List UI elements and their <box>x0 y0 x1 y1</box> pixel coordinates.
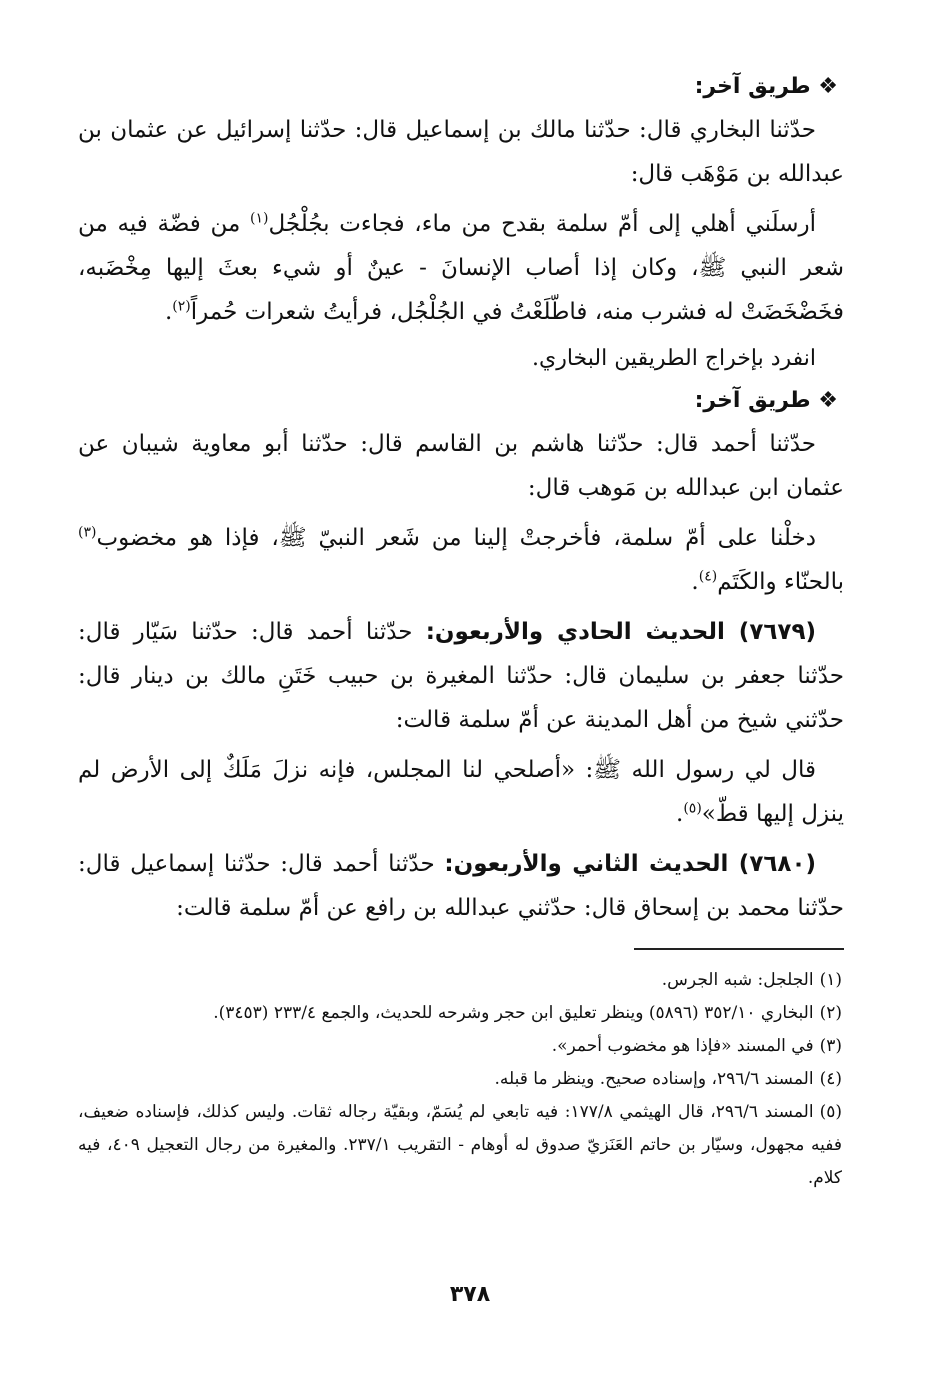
isnad-paragraph-2: حدّثنا أحمد قال: حدّثنا هاشم بن القاسم قال: حدّثنا أبو معاوية شيبان عن عثمان ابن عبدالله بن مَوهب قال: <box>78 431 844 501</box>
footnote-text: في المسند «فإذا هو مخضوب أحمر». <box>551 1036 814 1056</box>
footnote-text: البخاري ٣٥٢/١٠ (٥٨٩٦) وينظر تعليق ابن حجر وشرحه للحديث، والجمع ٢٣٣/٤ (٣٤٥٣). <box>213 1003 814 1023</box>
footnote-2 <box>78 997 842 1030</box>
hadith-7679-isnad-text: حدّثنا أحمد قال: حدّثنا سَيّار قال: حدّثنا جعفر بن سليمان قال: حدّثنا المغيرة بن حبيب خَتَنِ مالك بن دينار قال: حدّثني شيخ من أهل المدينة عن أمّ سلمة قالت: <box>78 619 844 733</box>
note-paragraph-1: انفرد بإخراج الطريقين البخاري. <box>532 346 816 371</box>
matn-paragraph-2 <box>78 516 844 604</box>
footnotes-list <box>78 964 844 1195</box>
hadith-7680-label: (٧٦٨٠) الحديث الثاني والأربعون: <box>444 851 816 877</box>
footnote-divider <box>634 948 844 950</box>
footnote-1 <box>78 964 842 997</box>
footnote-ref-3: (٣) <box>78 524 97 541</box>
footnote-text: الجلجل: شبه الجرس. <box>661 970 814 990</box>
footnote-number: (١) <box>819 970 842 990</box>
hadith-7680-isnad <box>78 842 844 930</box>
footnote-number: (٢) <box>819 1003 842 1023</box>
isnad-paragraph-1: حدّثنا البخاري قال: حدّثنا مالك بن إسماعيل قال: حدّثنا إسرائيل عن عثمان بن عبدالله بن مَوْهَب قال: <box>78 117 844 187</box>
matn-2-text-c: . <box>691 569 699 595</box>
matn-2-text-a: دخلْنا على أمّ سلمة، فأخرجتْ إلينا من شَعر النبيّ ﷺ، فإذا هو مخضوب <box>96 525 816 551</box>
matn-paragraph-1 <box>78 202 844 334</box>
footnote-5 <box>78 1096 842 1195</box>
hadith-7679-matn <box>78 748 844 836</box>
hadith-7680-isnad-text: حدّثنا أحمد قال: حدّثنا إسماعيل قال: حدّثنا محمد بن إسحاق قال: حدّثني عبدالله بن رافع عن أمّ سلمة قالت: <box>78 851 844 921</box>
matn-2-text-b: بالحنّاء والكَتَم <box>717 569 844 595</box>
hadith-7679-label: (٧٦٧٩) الحديث الحادي والأربعون: <box>425 619 816 645</box>
page-number: ٣٧٨ <box>449 1282 491 1307</box>
matn-1-text-a: أرسلَني أهلي إلى أمّ سلمة بقدح من ماء، فجاءت بجُلْجُل <box>268 211 817 237</box>
footnote-text: المسند ٢٩٦/٦، قال الهيثمي ١٧٧/٨: فيه تابعي لم يُسَمّ، وبقيّة رجاله ثقات. وليس كذلك، فإسناده ضعيف، ففيه مجهول، وسيّار بن حاتم العَنَزيّ صدوق له أوهام - التقريب ٢٣٧/١. والمغيرة من رجال التعجيل ٤٠٩، فيه كلام. <box>78 1102 842 1188</box>
matn-1-text-c: . <box>164 299 173 325</box>
footnote-number: (٤) <box>819 1069 842 1089</box>
footnote-ref-1: (١) <box>249 210 269 227</box>
section-heading-2: ❖ طريق آخر: <box>694 388 838 413</box>
hadith-7679-matn-end: . <box>676 801 684 827</box>
footnote-ref-4: (٤) <box>698 568 718 585</box>
footnote-ref-5: (٥) <box>683 800 702 817</box>
footnote-3 <box>78 1030 842 1063</box>
footnote-number: (٥) <box>819 1102 842 1122</box>
footnote-ref-2: (٢) <box>172 298 191 315</box>
footnote-number: (٣) <box>819 1036 842 1056</box>
section-heading-1: ❖ طريق آخر: <box>694 74 838 99</box>
matn-1-text-b: من فضّة فيه من شعر النبي ﷺ، وكان إذا أصاب الإنسانَ - عينٌ أو شيء بعثَ إليها مِخْضَبه، فخَضْخَضَتْ له فشرب منه، فاطّلَعْتُ في الجُلْجُل، فرأيتُ شعرات حُمراً <box>78 211 844 325</box>
hadith-7679-isnad <box>78 610 844 742</box>
footnote-text: المسند ٢٩٦/٦، وإسناده صحيح. وينظر ما قبله. <box>494 1069 814 1089</box>
footnote-4 <box>78 1063 842 1096</box>
hadith-7679-matn-text: قال لي رسول الله ﷺ: «أصلحي لنا المجلس، فإنه نزلَ مَلَكٌ إلى الأرض لم ينزل إليها قطّ» <box>78 757 844 827</box>
book-page <box>78 68 844 1195</box>
